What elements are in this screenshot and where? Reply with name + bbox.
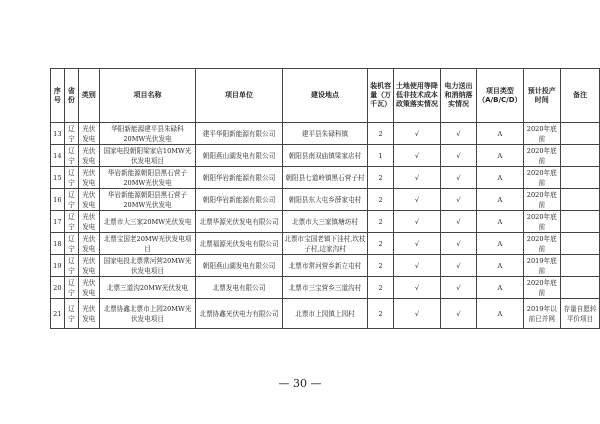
cell-remark [561, 123, 600, 145]
cell-no: 13 [51, 123, 65, 145]
cell-remark [561, 167, 600, 189]
cell-project-unit: 北票福源光伏发电有限公司 [196, 233, 282, 255]
cell-project-type: A [477, 145, 523, 167]
cell-capacity: 2 [368, 167, 394, 189]
cell-province: 辽宁 [64, 145, 78, 167]
cell-land-policy: √ [394, 255, 441, 277]
cell-land-policy: √ [394, 189, 441, 211]
cell-capacity: 2 [368, 211, 394, 233]
cell-province: 辽宁 [64, 167, 78, 189]
cell-project-name: 北票市大三家20MW光伏发电 [99, 211, 196, 233]
cell-commission-time: 2020年底前 [523, 233, 561, 255]
cell-grid-consumption: √ [440, 123, 476, 145]
cell-project-type: A [477, 123, 523, 145]
cell-project-unit: 北票华源光伏发电有限公司 [196, 211, 282, 233]
cell-grid-consumption: √ [440, 277, 476, 299]
cell-land-policy: √ [394, 123, 441, 145]
header-grid-consumption: 电力送出和消纳落实情况 [440, 69, 476, 123]
cell-category: 光伏发电 [79, 277, 100, 299]
cell-commission-time: 2020年底前 [523, 167, 561, 189]
cell-no: 16 [51, 189, 65, 211]
cell-remark [561, 255, 600, 277]
table-row [51, 189, 600, 211]
cell-grid-consumption: √ [440, 233, 476, 255]
cell-capacity: 2 [368, 233, 394, 255]
table-row [51, 145, 600, 167]
cell-project-name: 北票三道沟20MW光伏发电 [99, 277, 196, 299]
cell-capacity: 1 [368, 145, 394, 167]
cell-commission-time: 2019年以前已并网 [523, 299, 561, 329]
header-category: 类别 [79, 69, 100, 123]
cell-project-type: A [477, 277, 523, 299]
cell-project-type: A [477, 189, 523, 211]
cell-project-type: A [477, 167, 523, 189]
table-body [51, 123, 600, 329]
cell-project-name: 华岩新能源朝阳县黑石营子20MW光伏发电 [99, 189, 196, 211]
header-remark: 备注 [561, 69, 600, 123]
cell-project-unit: 朝阳华岩新能源有限公司 [196, 189, 282, 211]
cell-grid-consumption: √ [440, 255, 476, 277]
cell-province: 辽宁 [64, 123, 78, 145]
cell-commission-time: 2020年底前 [523, 189, 561, 211]
cell-no: 18 [51, 233, 65, 255]
cell-commission-time: 2020年底前 [523, 277, 561, 299]
cell-project-unit: 朝阳华岩新能源有限公司 [196, 167, 282, 189]
cell-commission-time: 2019年底前 [523, 255, 561, 277]
cell-land-policy: √ [394, 233, 441, 255]
cell-grid-consumption: √ [440, 145, 476, 167]
header-location: 建设地点 [282, 69, 368, 123]
table-header-row [51, 69, 600, 123]
cell-location: 朝阳县东大屯乡薛家屯村 [282, 189, 368, 211]
cell-remark [561, 145, 600, 167]
cell-grid-consumption: √ [440, 211, 476, 233]
cell-province: 辽宁 [64, 233, 78, 255]
cell-location: 北票市三宝营乡三道沟村 [282, 277, 368, 299]
cell-grid-consumption: √ [440, 189, 476, 211]
cell-province: 辽宁 [64, 189, 78, 211]
cell-category: 光伏发电 [79, 233, 100, 255]
cell-province: 辽宁 [64, 255, 78, 277]
cell-capacity: 2 [368, 277, 394, 299]
cell-project-unit: 北票协鑫光伏电力有限公司 [196, 299, 282, 329]
cell-location: 北票市大三家镇塘坊村 [282, 211, 368, 233]
cell-location: 北票市上园镇上园村 [282, 299, 368, 329]
header-project-name: 项目名称 [99, 69, 196, 123]
cell-remark [561, 277, 600, 299]
cell-no: 21 [51, 299, 65, 329]
cell-no: 15 [51, 167, 65, 189]
cell-capacity: 2 [368, 189, 394, 211]
cell-remark [561, 233, 600, 255]
cell-no: 20 [51, 277, 65, 299]
header-project-unit: 项目单位 [196, 69, 282, 123]
table-row [51, 167, 600, 189]
cell-grid-consumption: √ [440, 299, 476, 329]
table-row [51, 233, 600, 255]
table-row [51, 299, 600, 329]
cell-commission-time: 2020年底前 [523, 211, 561, 233]
cell-category: 光伏发电 [79, 145, 100, 167]
table-row [51, 277, 600, 299]
cell-location: 北票市常河营乡新立屯村 [282, 255, 368, 277]
cell-category: 光伏发电 [79, 211, 100, 233]
cell-province: 辽宁 [64, 299, 78, 329]
table-row [51, 255, 600, 277]
cell-project-name: 国家电投朝阳梁家店10MW光伏发电项目 [99, 145, 196, 167]
header-capacity: 装机容量（万千瓦） [368, 69, 394, 123]
cell-location: 朝阳县南双庙镇梁家店村 [282, 145, 368, 167]
cell-project-type: A [477, 233, 523, 255]
table-row [51, 211, 600, 233]
cell-location: 建平县朱碌科镇 [282, 123, 368, 145]
cell-location: 北票市宝国老镇下洼村,坎杖子村,边家沟村 [282, 233, 368, 255]
cell-category: 光伏发电 [79, 189, 100, 211]
cell-category: 光伏发电 [79, 255, 100, 277]
cell-project-unit: 建平华阳新能源有限公司 [196, 123, 282, 145]
cell-project-name: 华阳新能源建平县朱碌科20MW光伏发电 [99, 123, 196, 145]
project-table [50, 68, 600, 329]
cell-no: 19 [51, 255, 65, 277]
cell-land-policy: √ [394, 145, 441, 167]
cell-project-unit: 朝阳燕山湖发电有限公司 [196, 145, 282, 167]
cell-category: 光伏发电 [79, 123, 100, 145]
cell-remark: 存量自愿转平价项目 [561, 299, 600, 329]
cell-capacity: 2 [368, 123, 394, 145]
header-land-policy: 土地使用等降低非技术成本政策落实情况 [394, 69, 441, 123]
cell-project-type: A [477, 299, 523, 329]
cell-land-policy: √ [394, 211, 441, 233]
cell-remark [561, 189, 600, 211]
cell-project-name: 北票宝国老20MW光伏发电项目 [99, 233, 196, 255]
header-no: 序号 [51, 69, 65, 123]
cell-commission-time: 2020年底前 [523, 145, 561, 167]
table-row [51, 123, 600, 145]
cell-land-policy: √ [394, 277, 441, 299]
cell-project-name: 北票协鑫北票市上园20MW光伏发电项目 [99, 299, 196, 329]
cell-project-unit: 朝阳燕山湖发电有限公司 [196, 255, 282, 277]
header-commission-time: 预计投产时间 [523, 69, 561, 123]
cell-grid-consumption: √ [440, 167, 476, 189]
cell-land-policy: √ [394, 299, 441, 329]
cell-capacity: 2 [368, 299, 394, 329]
page-number: — 30 — [278, 377, 322, 390]
cell-capacity: 2 [368, 255, 394, 277]
cell-commission-time: 2020年底前 [523, 123, 561, 145]
cell-category: 光伏发电 [79, 167, 100, 189]
cell-category: 光伏发电 [79, 299, 100, 329]
cell-land-policy: √ [394, 167, 441, 189]
cell-location: 朝阳县七道岭镇黑石营子村 [282, 167, 368, 189]
cell-province: 辽宁 [64, 211, 78, 233]
header-province: 省份 [64, 69, 78, 123]
header-project-type: 项目类型（A/B/C/D） [477, 69, 523, 123]
cell-no: 17 [51, 211, 65, 233]
cell-remark [561, 211, 600, 233]
cell-project-type: A [477, 255, 523, 277]
cell-project-name: 国家电投北票常河营20MW光伏发电项目 [99, 255, 196, 277]
cell-no: 14 [51, 145, 65, 167]
cell-project-name: 华岩新能源朝阳县黑石营子20MW光伏发电 [99, 167, 196, 189]
cell-project-unit: 北票发电有限公司 [196, 277, 282, 299]
cell-province: 辽宁 [64, 277, 78, 299]
cell-project-type: A [477, 211, 523, 233]
